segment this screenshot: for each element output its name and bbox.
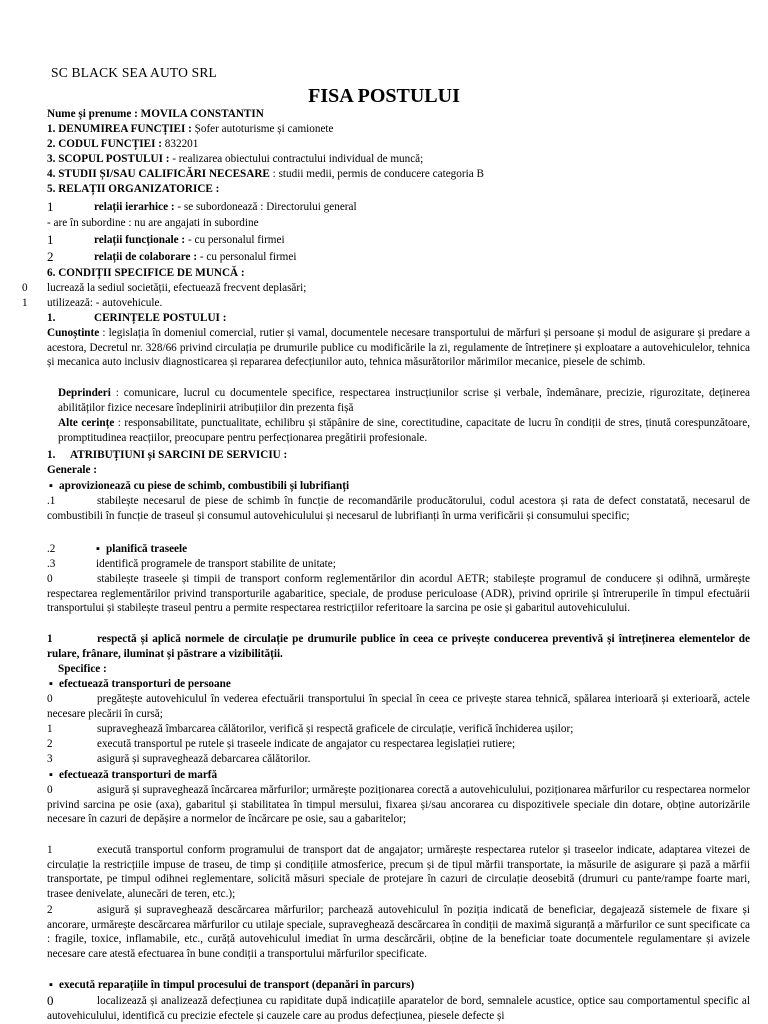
duty-plan-bullet	[96, 542, 187, 557]
relation-3-number: 2	[47, 249, 54, 264]
duties-specific-heading: Specifice :	[58, 663, 107, 675]
duty-g2-number: .2	[47, 543, 56, 555]
bullet-icon: ▪	[49, 678, 53, 690]
duty-m0-text: asigură și supraveghează încărcarea mărfurilor; urmărește poziționarea corectă a autovehiculului, poziționarea mărfurilor cu respectarea normelor privind sarcina pe osie (axa), gabaritul și stabilitatea în timpul mersului, fixarea și/sau ancorarea cu dispozitivele speciale din dotare, obține autorizările necesare în cazuri de depășire a normelor de încărcare pe osie, sau a gabaritelor;	[47, 784, 750, 826]
condition-0-number: 0	[22, 282, 28, 294]
relation-collaboration	[94, 250, 296, 265]
field-job-purpose	[47, 152, 423, 167]
bullet-icon: ▪	[49, 769, 53, 781]
duty-g1-text: stabilește necesarul de piese de schimb în funcție de recomandările producătorului, codul acestora și rata de defect constatată, necesarul de combustibili în funcție de traseul și consumul autovehiculului și necesarul de lubrifianți în urma verificării și consumului specific;	[47, 495, 750, 522]
knowledge-label: Cunoștinte	[47, 327, 100, 339]
duty-passengers-bullet	[49, 677, 231, 692]
company-name: SC BLACK SEA AUTO SRL	[51, 65, 217, 80]
requirements-knowledge	[47, 326, 750, 370]
relation-hierarchical-value: - se subordonează : Directorului general	[174, 201, 357, 213]
bullet-icon: ▪	[49, 480, 53, 492]
field-job-title-label: 1. DENUMIREA FUNCȚIEI :	[47, 123, 192, 135]
field-job-code-label: 2. CODUL FUNCȚIEI :	[47, 138, 162, 150]
duty-m2-text: asigură și supraveghează descărcarea mărfurilor; parchează autovehiculul în poziția indicată de beneficiar, degajează sistemele de fixare și ancorare, urmărește descărcarea mărfurilor cu utilaje speciale, supraveghează descărcarea în condiții de maximă siguranță a mărfurilor ce sunt specificate ca : fragile, toxice, inflamabile, etc., curăță autovehiculul imediat în urma descărcării, obține de la beneficiar toate documentele regulamentare și avizele necesare care atestă efectuarea în bune condiții a transportului mărfurilor specificate.	[47, 904, 750, 960]
field-studies-value: : studii medii, permis de conducere categoria B	[269, 168, 484, 180]
requirements-heading: CERINȚELE POSTULUI :	[94, 312, 227, 324]
duty-repairs-label: execută reparațiile în timpul procesului de transport (depanări în parcurs)	[59, 979, 415, 991]
skills-label: Deprinderi	[58, 387, 111, 399]
bullet-icon: ▪	[96, 543, 100, 555]
condition-1-number: 1	[22, 297, 28, 309]
duty-m1-number: 1	[47, 844, 53, 856]
relation-hierarchical	[94, 200, 357, 215]
relation-hierarchical-label: relații ierarhice :	[94, 201, 175, 213]
field-job-title-value: Șofer autoturisme și camionete	[191, 123, 334, 135]
duty-d0-text: localizează și analizează defecțiunea cu rapiditate după indicațiile aparatelor de bord, semnalele acustice, optice sau comportamentul specific al autovehiculului, identifică cu precizie efectele și cauzele care au produs defecțiunea, piesele defecte și	[47, 995, 750, 1022]
relation-functional-label: relații funcționale :	[94, 234, 186, 246]
bullet-icon: ▪	[49, 979, 53, 991]
field-studies	[47, 167, 484, 182]
relation-collaboration-label: relații de colaborare :	[94, 251, 198, 263]
duty-p0-number: 0	[47, 693, 53, 705]
duty-p1-number: 1	[47, 723, 53, 735]
condition-1-text: utilizează: - autovehicule.	[47, 297, 163, 309]
other-text: : responsabilitate, punctualitate, echilibru și stăpânire de sine, corectitudine, capacitate de lucru în condiții de stres, ținută corespunzătoare, promptitudinea reacțiilor, preocupare pentru perfecționarea pregătirii profesionale.	[58, 417, 750, 444]
duty-g1-number: .1	[47, 495, 56, 507]
field-job-title	[47, 122, 334, 137]
field-job-purpose-value: - realizarea obiectului contractului individual de muncă;	[169, 153, 424, 165]
duties-number: 1.	[47, 449, 56, 461]
field-job-purpose-label: 3. SCOPUL POSTULUI :	[47, 153, 170, 165]
duties-heading: ATRIBUȚIUNI și SARCINI DE SERVICIU :	[70, 449, 288, 461]
duty-supply-label: aprovizionează cu piese de schimb, combustibili și lubrifianți	[59, 480, 350, 492]
duty-p3-number: 3	[47, 753, 53, 765]
relation-functional-value: - cu personalul firmei	[185, 234, 285, 246]
knowledge-text: : legislația în domeniul comercial, rutier și vamal, documentele necesare transportului de mărfuri și persoane și modul de asigurare și predare a acestora, Decretul nr. 328/66 privind circulația pe drumurile publice cu modificările la zi, regulamente de întreținere și exploatare a autovehiculelor, tehnica și mecanica auto inclusiv diagnosticarea și repararea defecțiunilor auto, tehnica măsurătorilor mărimilor mecanice, piesele de schimb.	[47, 327, 750, 369]
duty-repairs-bullet	[49, 978, 414, 993]
duty-g4-text: stabilește traseele și timpii de transport conform reglementărilor din acordul AETR; stabilește programul de conducere și odihnă, urmărește respectarea reglementărilor privind transporturile agabaritice, speciale, de produse periculoase (ADR), privind opririle și întreruperile în timpul efectuării transportului și stabilește traseul pentru a permite respectarea restricțiilor referitoare la sarcina pe osie și gabaritul autovehiculului.	[47, 573, 750, 615]
duty-p0-text: pregătește autovehiculul în vederea efectuării transportului în special în ceea ce privește starea tehnică, spălarea interioară și exterioară, actele necesare plecării în cursă;	[47, 693, 750, 720]
requirements-number: 1.	[47, 312, 56, 324]
duty-d0-number: 0	[47, 993, 54, 1008]
condition-0-text: lucrează la sediul societății, efectuează frecvent deplasări;	[47, 282, 307, 294]
duty-goods-bullet	[49, 768, 217, 783]
field-relations-heading: 5. RELAȚII ORGANIZATORICE :	[47, 183, 220, 195]
duty-g3-number: .3	[47, 558, 56, 570]
duty-g5-text: respectă și aplică normele de circulație pe drumurile publice în ceea ce privește conducerea preventivă și întreținerea elementelor de rulare, frânare, iluminat și păstrare a vizibilității.	[47, 633, 750, 660]
skills-text: : comunicare, lucrul cu documentele specifice, respectarea instrucțiunilor scrise și verbale, îndemânare, precizie, rigurozitate, deținerea abilităților fizice necesare îndeplinirii atribuțiilor din prezenta fișă	[58, 387, 750, 414]
duty-g4-number: 0	[47, 573, 53, 585]
employee-name: Nume și prenume : MOVILA CONSTANTIN	[47, 108, 264, 120]
relation-functional	[94, 233, 285, 248]
duty-goods-label: efectuează transporturi de marfă	[59, 769, 218, 781]
relation-collaboration-value: - cu personalul firmei	[197, 251, 297, 263]
duty-p3-text: asigură și supraveghează debarcarea călătorilor.	[97, 753, 311, 765]
duty-m1-text: execută transportul conform programului de transport dat de angajator; urmărește respectarea rutelor și traseelor indicate, adaptarea vitezei de circulație la restricțiile impuse de traseu, de timp și condițiile atmosferice, precum și de tipul mărfii transportate, ia măsurile de asigurare și pază a mărfii transportate, pe timpul odihnei reglementare, solicită măsuri speciale de protejare în cazuri de circulație deosebită (drumuri cu pante/rampe foarte mari, trasee denivelate, alunecări de teren, etc.);	[47, 844, 750, 900]
duty-g3-text: identifică programele de transport stabilite de unitate;	[96, 558, 336, 570]
relation-2-number: 1	[47, 232, 54, 247]
duty-p2-number: 2	[47, 738, 53, 750]
document-title: FISA POSTULUI	[308, 85, 460, 107]
duty-plan-label: planifică traseele	[106, 543, 188, 555]
duty-m0-number: 0	[47, 784, 53, 796]
requirements-other	[58, 416, 750, 445]
duty-passengers-label: efectuează transporturi de persoane	[59, 678, 231, 690]
requirements-skills	[58, 386, 750, 415]
field-job-code	[47, 137, 198, 152]
duty-supply-bullet	[49, 479, 349, 494]
duty-m2-number: 2	[47, 904, 53, 916]
relation-1-number: 1	[47, 199, 54, 214]
duty-g5-number: 1	[47, 633, 53, 645]
duty-p2-text: execută transportul pe rutele și traseele indicate de angajator cu respectarea legislației rutiere;	[97, 738, 516, 750]
field-studies-label: 4. STUDII ȘI/SAU CALIFICĂRI NECESARE	[47, 168, 270, 180]
other-label: Alte cerințe	[58, 417, 115, 429]
relation-subordinates: - are în subordine : nu are angajati in subordine	[47, 217, 259, 229]
duties-general-heading: Generale :	[47, 464, 98, 476]
field-job-code-value: 832201	[162, 138, 199, 150]
conditions-heading: 6. CONDIȚII SPECIFICE DE MUNCĂ :	[47, 267, 245, 279]
duty-p1-text: supraveghează îmbarcarea călătorilor, verifică și respectă graficele de circulație, verifică închiderea ușilor;	[97, 723, 574, 735]
